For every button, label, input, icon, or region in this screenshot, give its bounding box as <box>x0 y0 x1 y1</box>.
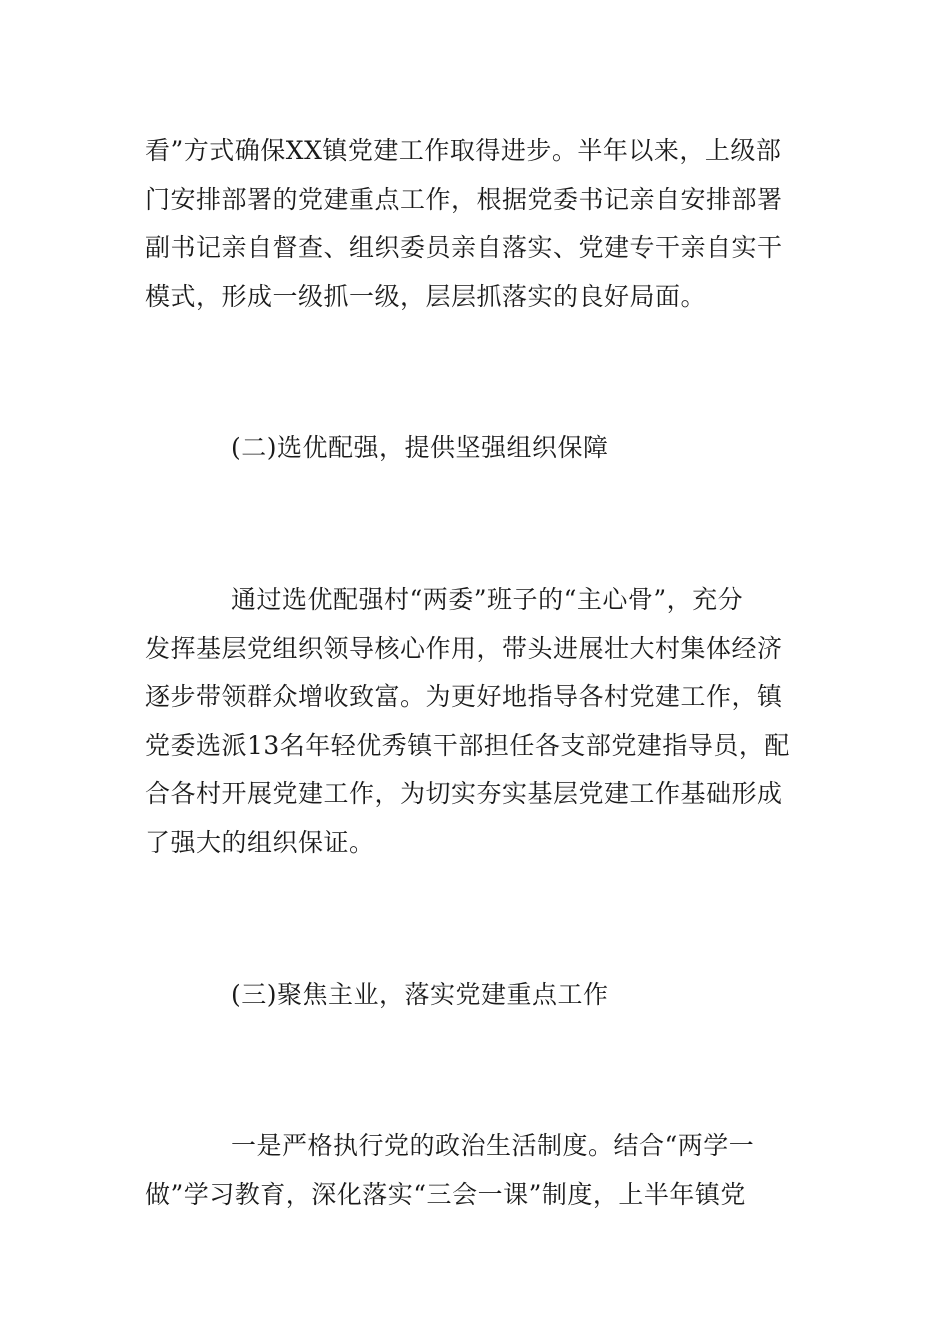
section-heading-3: (三)聚焦主业，落实党建重点工作 <box>231 980 609 1009</box>
paragraph-line: 看”方式确保XX镇党建工作取得进步。半年以来，上级部 <box>145 136 782 165</box>
paragraph-line: 副书记亲自督查、组织委员亲自落实、党建专干亲自实干 <box>145 233 783 262</box>
paragraph-line: 发挥基层党组织领导核心作用，带头进展壮大村集体经济 <box>145 633 783 663</box>
section-heading-2: (二)选优配强，提供坚强组织保障 <box>231 433 609 462</box>
paragraph-line: 门安排部署的党建重点工作，根据党委书记亲自安排部署 <box>145 184 783 214</box>
paragraph-line: 做”学习教育，深化落实“三会一课”制度，上半年镇党 <box>145 1179 746 1209</box>
paragraph-political-life <box>145 1122 810 1219</box>
paragraph-organization <box>145 576 810 867</box>
paragraph-line: 了强大的组织保证。 <box>145 827 375 857</box>
paragraph-line: 模式，形成一级抓一级，层层抓落实的良好局面。 <box>145 281 707 311</box>
paragraph-line: 一是严格执行党的政治生活制度。结合“两学一 <box>231 1131 755 1160</box>
paragraph-line: 党委选派13名年轻优秀镇干部担任各支部党建指导员，配 <box>145 730 790 760</box>
paragraph-line: 合各村开展党建工作，为切实夯实基层党建工作基础形成 <box>145 779 783 808</box>
paragraph-continuation <box>145 127 810 321</box>
paragraph-line: 逐步带领群众增收致富。为更好地指导各村党建工作，镇 <box>145 682 783 711</box>
paragraph-line: 通过选优配强村“两委”班子的“主心骨”，充分 <box>231 585 744 614</box>
